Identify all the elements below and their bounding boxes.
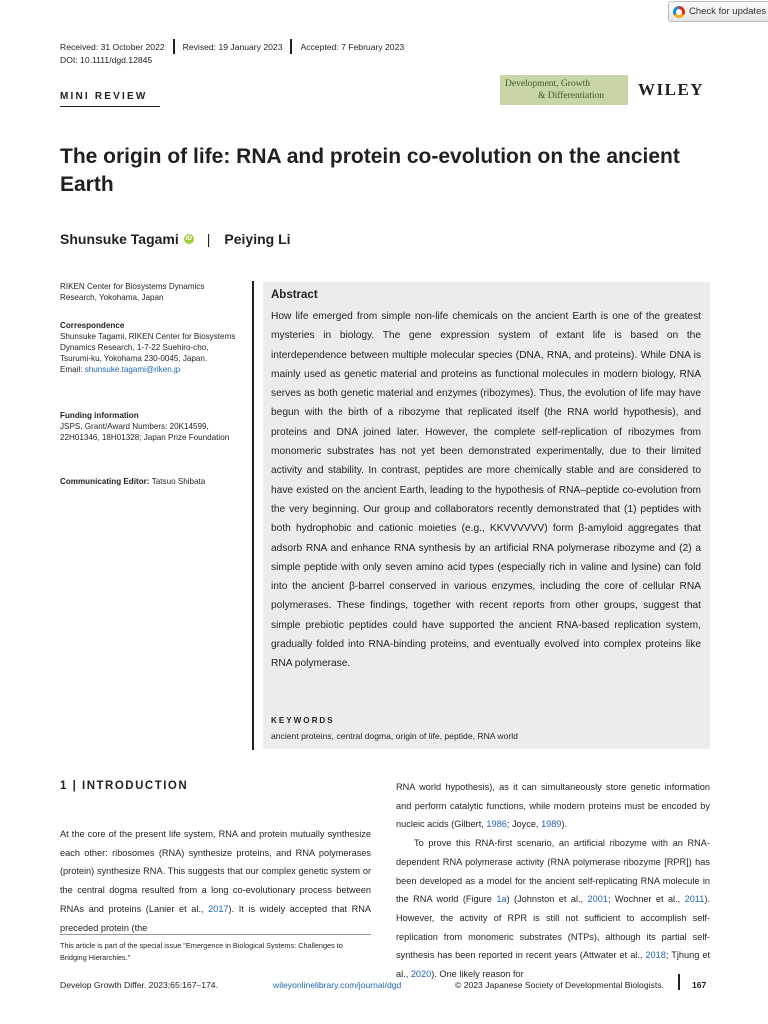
funding-heading: Funding information [60, 411, 139, 420]
crossmark-icon [673, 6, 685, 18]
intro-text: ). [561, 819, 568, 830]
accepted-date: Accepted: 7 February 2023 [300, 41, 405, 52]
keywords: ancient proteins, central dogma, origin of life, peptide, RNA world [271, 731, 518, 741]
intro-column-2 [396, 778, 710, 984]
check-for-updates-button[interactable] [668, 1, 768, 22]
intro-text: ). One likely reason for [431, 969, 524, 980]
check-for-updates-label: Check for updates [689, 6, 767, 17]
email-link[interactable]: shunsuke.tagami@riken.jp [84, 365, 181, 374]
intro-text: ) (Johnston et al., [506, 894, 588, 905]
citation-link[interactable]: 2011 [684, 894, 705, 905]
intro-column-1 [60, 825, 371, 937]
intro-text: ). However, the activity of RPR is still not sufficient to accomplish self-replication from monomeric substrates (NTPs), although its partial self-synthesis has been reported in recent years (Attwater et al., [396, 894, 710, 961]
intro-text: ; Joyce, [506, 819, 542, 830]
history-dates [60, 39, 404, 54]
abstract-body: How life emerged from simple non-life chemicals on the ancient Earth is one of the greatest mysteries in biology. The gene expression system of extant life is based on the interdependence between multiple molecular species (DNA, RNA, and proteins). While DNA is mainly used as genetic material and proteins as functional molecules in modern biology, RNA serves as both genetic material and enzymes (ribozymes). Thus, the evolution of life may have begun with the birth of a ribozyme that replicated itself (the RNA world hypothesis), and proteins and DNA joined later. However, the complete self-replication of ribozymes from monomeric substrates has not yet been demonstrated experimentally, due to their limited activity and stability. In contrast, peptides are more chemically stable and are considered to have existed on the ancient Earth, leading to the hypothesis of RNA–peptide co-evolution from the very beginning. Our group and collaborators recently demonstrated that (1) peptides with both hydrophobic and cationic moieties (e.g., KKVVVVVV) form β-amyloid aggregates that adsorb RNA and enhance RNA synthesis by an artificial RNA polymerase ribozyme and (2) a simple peptide with only seven amino acid types (especially rich in valine and lysine) can fold into the ancient β-barrel conserved in various enzymes, including the core of cellular RNA polymerases. These findings, together with recent reports from other groups, suggest that simple prebiotic peptides could have supported the ancient RNA-based replication system, gradually folded into RNA-binding proteins, and eventually evolved into complex proteins like RNA polymerase. [271, 311, 701, 670]
author-list [60, 231, 291, 247]
page-number: 167 [692, 980, 707, 990]
abstract-heading: Abstract [271, 289, 318, 301]
author-name[interactable]: Peiying Li [224, 231, 291, 247]
intro-text: RNA world hypothesis), as it can simultaneously store genetic information and perform catalytic functions, while modern proteins must be encoded by nucleic acids (Gilbert, [396, 782, 710, 830]
divider [290, 39, 292, 54]
keywords-heading: KEYWORDS [271, 716, 335, 725]
author-name[interactable]: Shunsuke Tagami [60, 231, 179, 247]
article-title: The origin of life: RNA and protein co-evolution on the ancient Earth [60, 145, 680, 196]
journal-logo [500, 75, 628, 105]
sidebar-divider [252, 281, 254, 750]
email-label: Email: [60, 365, 85, 374]
intro-text: ; Tjhung et al., [396, 950, 710, 980]
article-type-underline [60, 106, 160, 107]
correspondence [60, 320, 240, 375]
received-date: Received: 31 October 2022 [60, 41, 165, 52]
citation-link[interactable]: 1986 [486, 819, 507, 830]
funding [60, 410, 240, 443]
funding-body: JSPS, Grant/Award Numbers: 20K14599, 22H01346, 18H01328; Japan Prize Foundation [60, 422, 230, 442]
journal-name-line1: Development, Growth [505, 79, 590, 89]
doi[interactable]: DOI: 10.1111/dgd.12845 [60, 55, 153, 65]
intro-text: ; Wochner et al., [607, 894, 685, 905]
communicating-editor [60, 476, 240, 487]
correspondence-heading: Correspondence [60, 321, 125, 330]
figure-link[interactable]: 1a [496, 894, 507, 905]
article-type: MINI REVIEW [60, 91, 148, 102]
copyright: © 2023 Japanese Society of Developmental Biologists. [455, 980, 664, 990]
footnote-rule [60, 934, 371, 935]
citation-link[interactable]: 1989 [541, 819, 562, 830]
intro-text: ). It is widely accepted that RNA preceded protein (the [60, 903, 371, 933]
affiliation: RIKEN Center for Biosystems Dynamics Research, Yokohama, Japan [60, 282, 205, 302]
citation-link[interactable]: 2020 [410, 969, 432, 980]
citation-link[interactable]: 2018 [645, 950, 666, 961]
journal-name-line2: & Differentiation [538, 91, 605, 101]
citation-link[interactable]: 2017 [208, 903, 229, 914]
journal-url[interactable]: wileyonlinelibrary.com/journal/dgd [273, 980, 402, 990]
citation: Develop Growth Differ. 2023;65:167–174. [60, 980, 218, 990]
citation-link[interactable]: 2001 [587, 894, 608, 905]
footer-divider [678, 974, 680, 990]
editor-name: Tatsuo Shibata [151, 477, 206, 486]
editor-heading: Communicating Editor: [60, 477, 152, 486]
intro-paragraph [396, 834, 710, 984]
correspondence-address: Shunsuke Tagami, RIKEN Center for Biosystems Dynamics Research, 1-7-22 Suehiro-cho, Tsurumi-ku, Yokohama 230-0045, Japan. [60, 332, 236, 363]
intro-text: At the core of the present life system, RNA and protein mutually synthesize each other: ribosomes (RNA) synthesize proteins, and RNA polymerases (protein) synthesize RNA. This suggests that our complex genetic system or the central dogma resulted from a long co-evolutionary process between RNAs and proteins (Lanier et al., [60, 829, 371, 914]
publisher-logo: WILEY [638, 80, 705, 99]
author-separator: | [206, 231, 211, 247]
intro-text: To prove this RNA-first scenario, an artificial ribozyme with an RNA-dependent RNA polymerase activity (RNA polymerase ribozyme [RPR]) has been developed as a model for the ancient self-replicating RNA molecule in the RNA world (Figure [396, 838, 710, 905]
section-heading: 1 | INTRODUCTION [60, 780, 189, 792]
footnote: This article is part of the special issue "Emergence in Biological Systems: Challenges to Bridging Hierarchies." [60, 941, 343, 962]
divider [173, 39, 175, 54]
orcid-icon[interactable]: iD [185, 235, 193, 242]
revised-date: Revised: 19 January 2023 [182, 41, 283, 52]
